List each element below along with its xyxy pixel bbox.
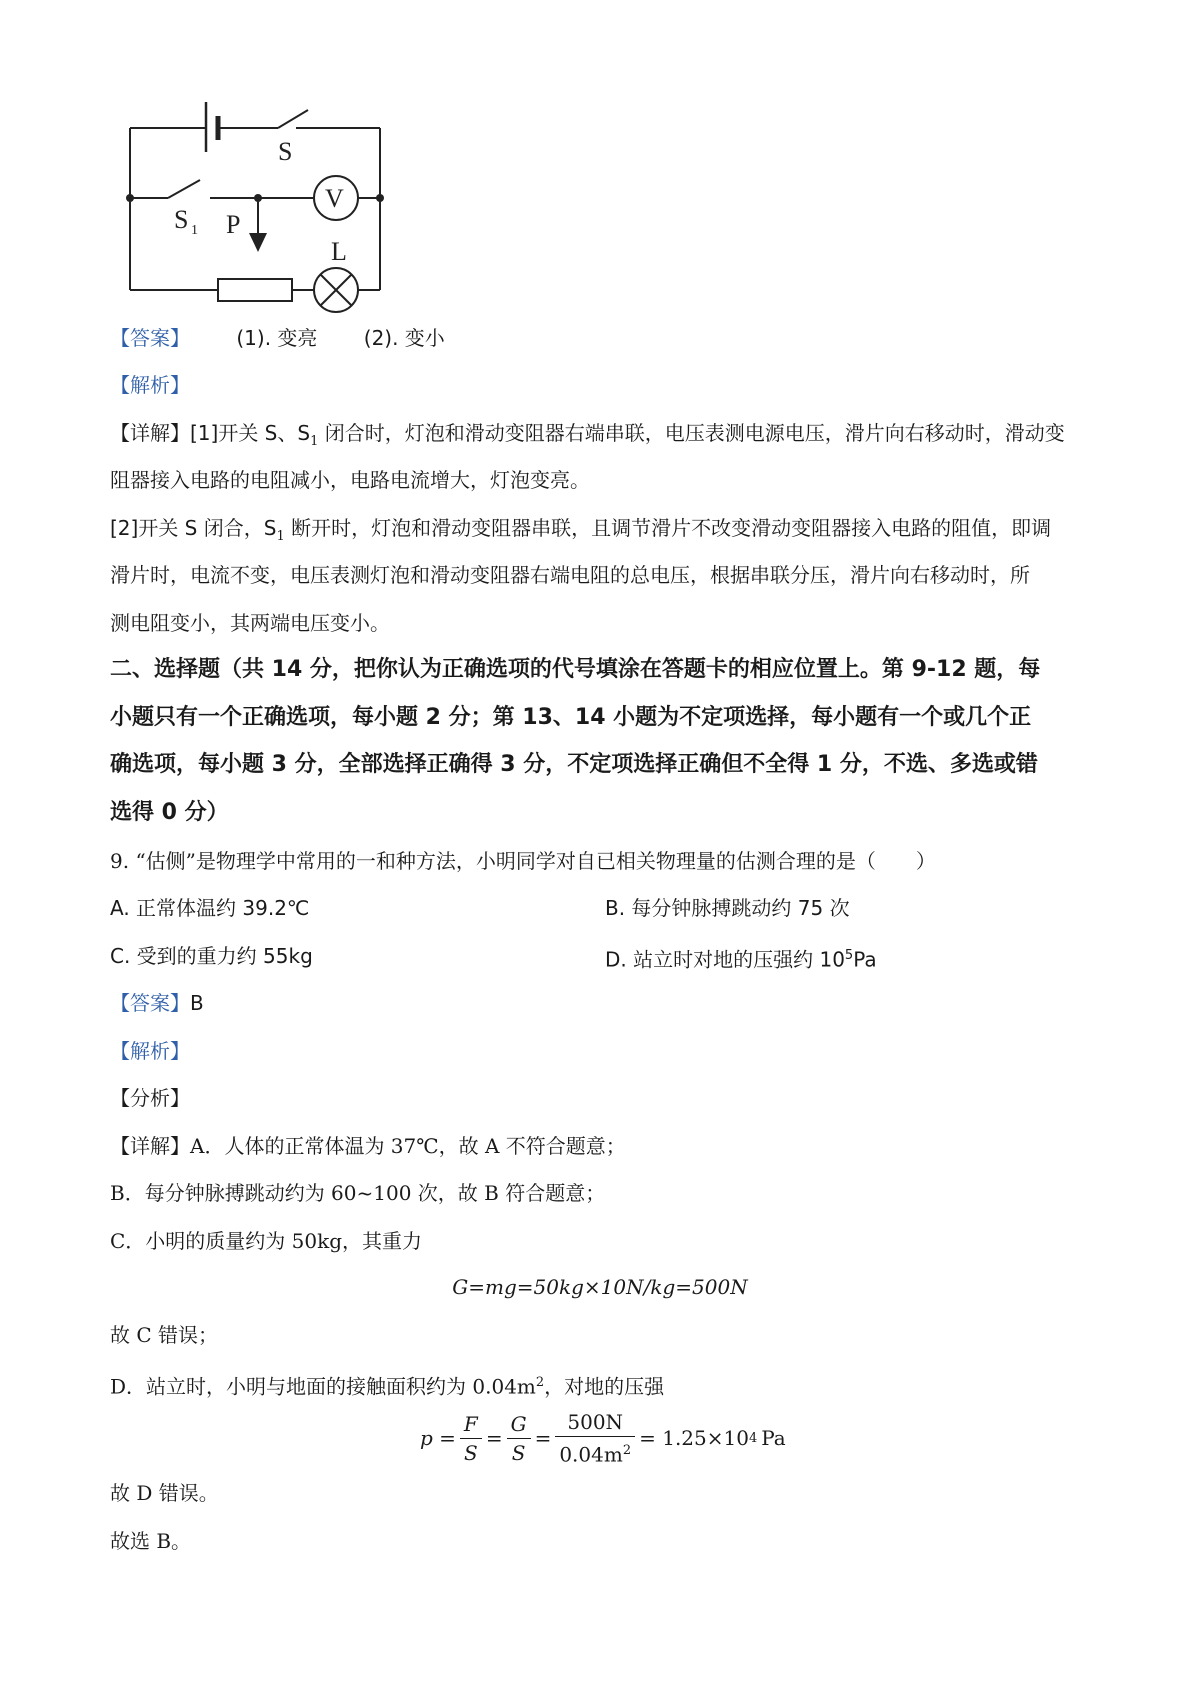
detail-text: 滑片时，电流不变，电压表测灯泡和滑动变阻器右端电阻的总电压，根据串联分压，滑片向右移动时，所 bbox=[110, 563, 1030, 587]
lamp-label: L bbox=[331, 237, 347, 266]
q9-final: 故选 B。 bbox=[110, 1529, 192, 1553]
subscript: 1 bbox=[276, 529, 285, 544]
detail-text: 断开时，灯泡和滑动变阻器串联，且调节滑片不改变滑动变阻器接入电路的阻值，即调 bbox=[284, 516, 1052, 540]
detail-text: [2]开关 S 闭合，S bbox=[110, 516, 277, 540]
circuit-diagram bbox=[118, 90, 438, 315]
voltmeter-label: V bbox=[325, 184, 344, 213]
formula-lhs: p = bbox=[420, 1426, 456, 1450]
detail-tag: 【详解】 bbox=[110, 421, 190, 445]
q8-detail-line-5 bbox=[110, 610, 390, 636]
q9-answer-line bbox=[110, 990, 204, 1016]
section-heading-line-3: 确选项，每小题 3 分，全部选择正确得 3 分，不定项选择正确但不全得 1 分，不选、多选或错 bbox=[110, 752, 1038, 777]
q9-conclusion-d: 故 D 错误。 bbox=[110, 1481, 219, 1505]
section-heading-line-1: 二、选择题（共 14 分，把你认为正确选项的代号填涂在答题卡的相应位置上。第 9-12 题，每 bbox=[110, 657, 1041, 682]
numerator: 500N bbox=[555, 1410, 635, 1437]
detail-text: ，对地的压强 bbox=[544, 1374, 665, 1399]
superscript: 5 bbox=[844, 948, 854, 963]
q9-conclusion-c: 故 C 错误； bbox=[110, 1323, 219, 1347]
answer-1: (1). 变亮 bbox=[236, 326, 318, 350]
analysis-tag: 【解析】 bbox=[110, 1039, 190, 1063]
section-heading-line-4: 选得 0 分） bbox=[110, 800, 229, 825]
q8-detail-line-1 bbox=[110, 420, 1065, 455]
analysis-tag: 【解析】 bbox=[110, 373, 190, 397]
superscript: 2 bbox=[535, 1375, 545, 1390]
formula-rhs: = 1.25×10 bbox=[639, 1426, 749, 1450]
q9-detail-c: C．小明的质量约为 50kg，其重力 bbox=[110, 1229, 423, 1253]
answer-2: (2). 变小 bbox=[363, 326, 445, 350]
q9-option-a: A. 正常体温约 39.2℃ bbox=[110, 896, 310, 920]
detail-text: A．人体的正常体温为 37℃，故 A 不符合题意； bbox=[190, 1134, 626, 1158]
subscript: 1 bbox=[310, 434, 319, 449]
detail-tag: 【详解】 bbox=[110, 1134, 190, 1158]
detail-text: D．站立时，小明与地面的接触面积约为 0.04m bbox=[110, 1374, 536, 1399]
formula-gravity: G=mg=50kg×10N/kg=500N bbox=[452, 1275, 748, 1299]
q8-answer-line bbox=[110, 325, 445, 351]
denominator-text: 0.04m bbox=[559, 1442, 623, 1467]
switch-s1-sub: 1 bbox=[191, 223, 198, 238]
fenxi-tag: 【分析】 bbox=[110, 1086, 190, 1110]
superscript: 4 bbox=[748, 1430, 758, 1446]
q8-detail-line-3 bbox=[110, 515, 1051, 550]
q8-analysis-line bbox=[110, 372, 190, 398]
answer-tag: 【答案】 bbox=[110, 326, 190, 350]
fraction-f-s bbox=[460, 1412, 482, 1465]
detail-text: 阻器接入电路的电阻减小，电路电流增大，灯泡变亮。 bbox=[110, 468, 590, 492]
q9-fenxi-line bbox=[110, 1085, 190, 1111]
option-d-text: D. 站立时对地的压强约 10 bbox=[605, 947, 845, 972]
switch-s1-label: S bbox=[174, 205, 189, 234]
numerator: G bbox=[507, 1412, 531, 1439]
denominator: S bbox=[511, 1440, 526, 1465]
q9-option-c: C. 受到的重力约 55kg bbox=[110, 944, 313, 968]
section-heading-line-2: 小题只有一个正确选项，每小题 2 分；第 13、14 小题为不定项选择，每小题有一个或几个正 bbox=[110, 705, 1032, 730]
denominator bbox=[555, 1437, 635, 1467]
superscript: 2 bbox=[622, 1442, 632, 1458]
detail-text: 闭合时，灯泡和滑动变阻器右端串联，电压表测电源电压，滑片向右移动时，滑动变 bbox=[318, 421, 1065, 445]
denominator: S bbox=[464, 1440, 478, 1465]
detail-text: 测电阻变小，其两端电压变小。 bbox=[110, 611, 390, 635]
q9-detail-a bbox=[110, 1133, 626, 1159]
answer-value: B bbox=[190, 991, 204, 1015]
q8-detail-line-2 bbox=[110, 467, 590, 493]
q9-analysis-line bbox=[110, 1038, 190, 1064]
formula-unit: Pa bbox=[761, 1426, 786, 1450]
switch-s-label: S bbox=[278, 137, 293, 166]
detail-text: [1]开关 S、S bbox=[190, 421, 311, 445]
formula-pressure: p = $\frac{F}{S}$ = $\frac{G}{S}$ = $\frac{500N}{0.04m^2}$ = 1.25×10 4 Pa bbox=[420, 1409, 786, 1467]
numerator: F bbox=[460, 1412, 482, 1439]
q9-detail-b: B．每分钟脉搏跳动约为 60~100 次，故 B 符合题意； bbox=[110, 1181, 606, 1205]
q9-detail-d bbox=[110, 1370, 664, 1400]
fraction-values bbox=[555, 1410, 635, 1467]
q8-detail-line-4 bbox=[110, 562, 1030, 588]
slider-p-label: P bbox=[226, 210, 241, 239]
q9-option-b: B. 每分钟脉搏跳动约 75 次 bbox=[605, 896, 850, 920]
q9-option-d bbox=[605, 943, 877, 973]
answer-tag: 【答案】 bbox=[110, 991, 190, 1015]
option-d-unit: Pa bbox=[853, 947, 877, 972]
fraction-g-s bbox=[507, 1412, 531, 1465]
q9-stem: 9. “估侧”是物理学中常用的一和种方法，小明同学对自已相关物理量的估测合理的是（ ） bbox=[110, 849, 936, 873]
